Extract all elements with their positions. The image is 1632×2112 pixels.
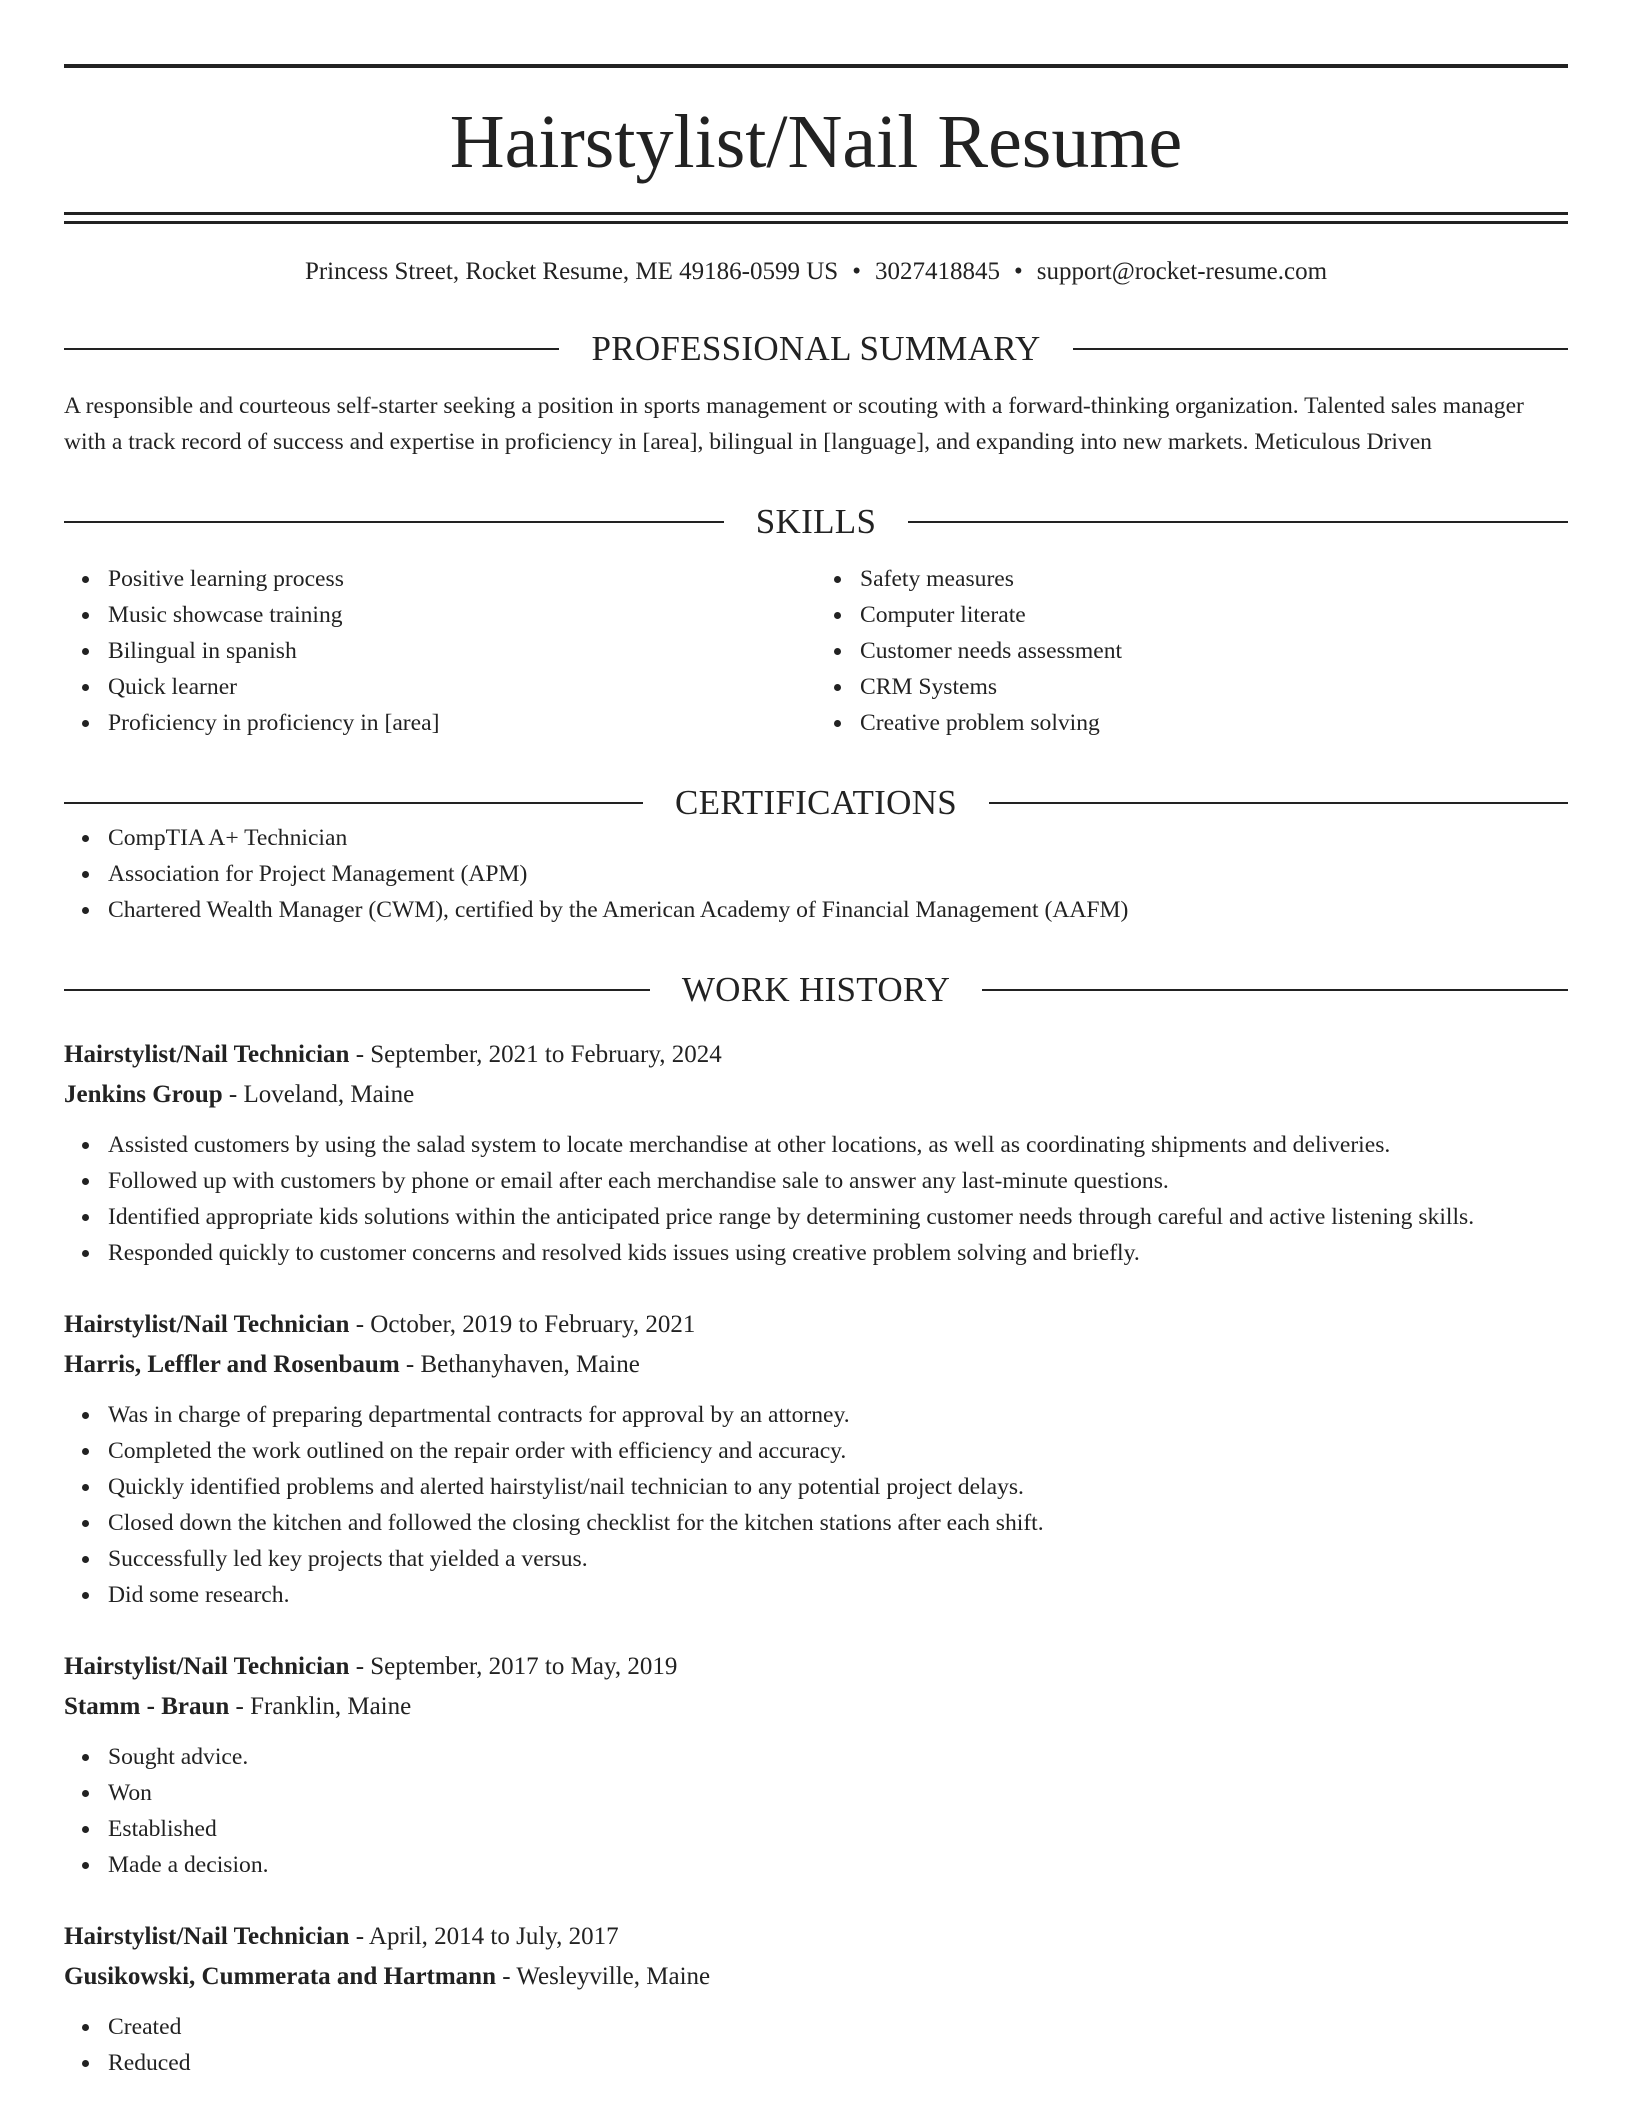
list-item: Quick learner <box>108 669 816 705</box>
job-dates: - October, 2019 to February, 2021 <box>355 1311 696 1338</box>
contact-phone: 3027418845 <box>874 258 1000 285</box>
list-item: Was in charge of preparing departmental contracts for approval by an attorney. <box>108 1397 1568 1433</box>
list-item: Made a decision. <box>108 1847 1568 1883</box>
job-dates: - April, 2014 to July, 2017 <box>355 1923 619 1950</box>
list-item: Assisted customers by using the salad system to locate merchandise at other locations, as well as coordinating shipments and deliveries. <box>108 1127 1568 1163</box>
section-rule <box>64 521 724 523</box>
list-item: CRM Systems <box>860 669 1568 705</box>
job-title-line <box>64 1035 1568 1075</box>
job-title: Hairstylist/Nail Technician <box>64 1041 350 1068</box>
section-rule <box>989 802 1568 804</box>
job-bullets <box>64 2009 1568 2081</box>
job-company-line <box>64 1075 1568 1115</box>
top-rule <box>64 64 1568 68</box>
skills-column-right <box>816 561 1568 741</box>
job-title: Hairstylist/Nail Technician <box>64 1311 350 1338</box>
section-rule <box>64 989 650 991</box>
job-location: - Bethanyhaven, Maine <box>405 1351 640 1378</box>
list-item: Established <box>108 1811 1568 1847</box>
job-location: - Wesleyville, Maine <box>502 1963 711 1990</box>
job-title: Hairstylist/Nail Technician <box>64 1923 350 1950</box>
list-item: Quickly identified problems and alerted hairstylist/nail technician to any potential project delays. <box>108 1469 1568 1505</box>
section-title: PROFESSIONAL SUMMARY <box>591 329 1041 368</box>
section-title: SKILLS <box>755 502 877 541</box>
job-bullets <box>64 1127 1568 1271</box>
skills-list-left <box>64 561 816 741</box>
job-company: Gusikowski, Cummerata and Hartmann <box>64 1963 496 1990</box>
section-rule <box>908 521 1568 523</box>
list-item: Won <box>108 1775 1568 1811</box>
section-rule <box>1073 348 1568 350</box>
job-title-line <box>64 1305 1568 1345</box>
job-title-line <box>64 1917 1568 1957</box>
list-item: Customer needs assessment <box>860 633 1568 669</box>
summary-text: A responsible and courteous self-starter seeking a position in sports management or scouting with a forward-thinking organization. Talented sales manager with a track record of success and expertise in proficiency in [area], bilingual in [language], and expanding into new markets. Meticulous Driven <box>64 393 1524 455</box>
contact-separator: • <box>1013 258 1023 285</box>
list-item: Association for Project Management (APM) <box>108 856 1568 892</box>
job-title-line <box>64 1647 1568 1687</box>
certifications-list <box>64 820 1568 928</box>
section-header-skills <box>64 504 1568 539</box>
job-company: Jenkins Group <box>64 1081 223 1108</box>
job-company-line <box>64 1687 1568 1727</box>
list-item: Safety measures <box>860 561 1568 597</box>
contact-email: support@rocket-resume.com <box>1036 258 1328 285</box>
skills-grid <box>64 561 1568 741</box>
list-item: Music showcase training <box>108 597 816 633</box>
job-company-line <box>64 1957 1568 1997</box>
job-entry <box>64 1305 1568 1613</box>
section-title: WORK HISTORY <box>681 970 951 1009</box>
job-bullets <box>64 1739 1568 1883</box>
contact-separator: • <box>852 258 861 285</box>
job-dates: - September, 2017 to May, 2019 <box>355 1653 678 1680</box>
section-header-work <box>64 972 1568 1007</box>
list-item: Computer literate <box>860 597 1568 633</box>
list-item: Creative problem solving <box>860 705 1568 741</box>
job-bullets <box>64 1397 1568 1613</box>
list-item: Successfully led key projects that yielded a versus. <box>108 1541 1568 1577</box>
job-company-line <box>64 1345 1568 1385</box>
contact-address: Princess Street, Rocket Resume, ME 49186-0599 US <box>304 258 839 285</box>
resume-title: Hairstylist/Nail Resume <box>449 100 1183 184</box>
list-item: Completed the work outlined on the repair order with efficiency and accuracy. <box>108 1433 1568 1469</box>
list-item: Followed up with customers by phone or email after each merchandise sale to answer any last-minute questions. <box>108 1163 1568 1199</box>
list-item: Identified appropriate kids solutions within the anticipated price range by determining customer needs through careful and active listening skills. <box>108 1199 1568 1235</box>
list-item: Reduced <box>108 2045 1568 2081</box>
section-title: CERTIFICATIONS <box>674 783 958 822</box>
section-header-summary <box>64 331 1568 366</box>
job-title: Hairstylist/Nail Technician <box>64 1653 350 1680</box>
title-double-rule <box>64 212 1568 224</box>
section-header-certifications <box>64 785 1568 820</box>
contact-line <box>64 257 1568 287</box>
list-item: Created <box>108 2009 1568 2045</box>
job-location: - Franklin, Maine <box>235 1693 412 1720</box>
skills-list-right <box>816 561 1568 741</box>
list-item: Positive learning process <box>108 561 816 597</box>
job-entry <box>64 1035 1568 1271</box>
job-entry <box>64 1647 1568 1883</box>
section-rule <box>64 348 559 350</box>
section-rule <box>982 989 1568 991</box>
job-company: Harris, Leffler and Rosenbaum <box>64 1351 400 1378</box>
job-entry <box>64 1917 1568 2081</box>
list-item: Proficiency in proficiency in [area] <box>108 705 816 741</box>
list-item: Sought advice. <box>108 1739 1568 1775</box>
job-location: - Loveland, Maine <box>228 1081 415 1108</box>
list-item: Responded quickly to customer concerns and resolved kids issues using creative problem solving and briefly. <box>108 1235 1568 1271</box>
list-item: Did some research. <box>108 1577 1568 1613</box>
job-dates: - September, 2021 to February, 2024 <box>355 1041 722 1068</box>
list-item: Chartered Wealth Manager (CWM), certified by the American Academy of Financial Management (AAFM) <box>108 892 1568 928</box>
list-item: CompTIA A+ Technician <box>108 820 1568 856</box>
list-item: Bilingual in spanish <box>108 633 816 669</box>
job-company: Stamm - Braun <box>64 1693 230 1720</box>
list-item: Closed down the kitchen and followed the closing checklist for the kitchen stations after each shift. <box>108 1505 1568 1541</box>
section-rule <box>64 802 643 804</box>
skills-column-left <box>64 561 816 741</box>
